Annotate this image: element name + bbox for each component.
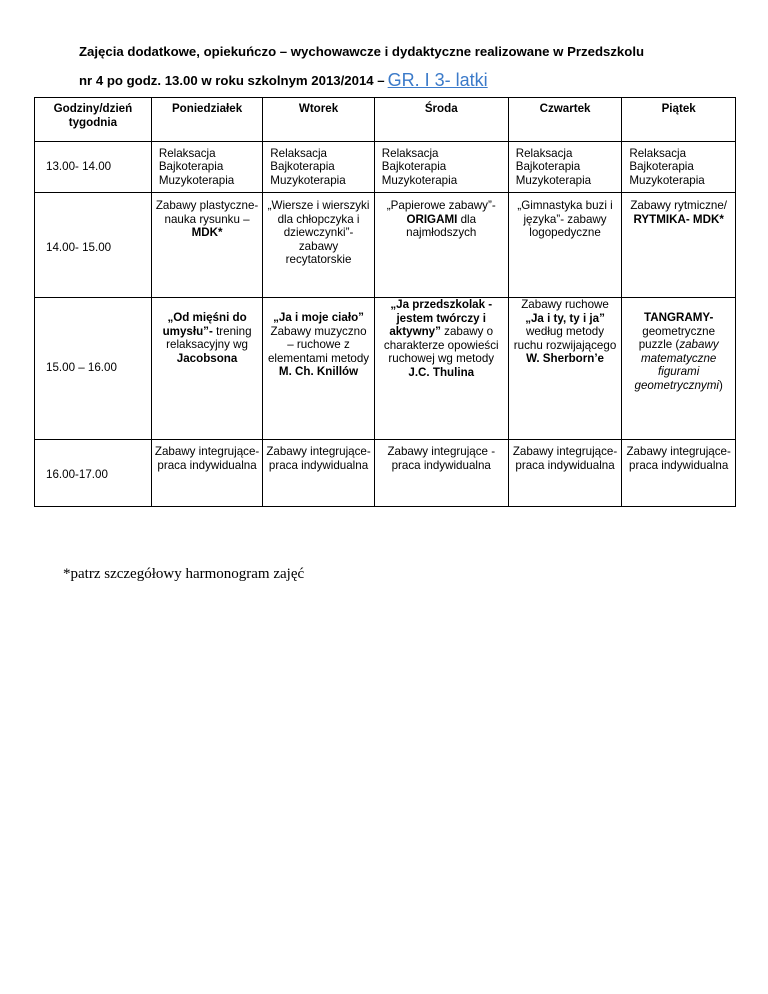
- schedule-cell: Zabawy ruchowe „Ja i ty, ty i ja” według metody ruchu rozwijającego W. Sherborn’e: [508, 298, 622, 440]
- time-cell: 13.00- 14.00: [35, 142, 152, 193]
- schedule-cell: „Ja przedszkolak - jestem twórczy i aktywny” zabawy o charakterze opowieści ruchowej wg metody J.C. Thulina: [374, 298, 508, 440]
- column-header-hours: Godziny/dzień tygodnia: [35, 98, 152, 142]
- header-row: [35, 98, 736, 142]
- schedule-cell: Relaksacja Bajkoterapia Muzykoterapia: [622, 142, 736, 193]
- document-title-line-2: [79, 70, 488, 91]
- schedule-cell: Zabawy rytmiczne/ RYTMIKA- MDK*: [622, 193, 736, 298]
- schedule-cell: Zabawy integrujące -praca indywidualna: [374, 440, 508, 507]
- schedule-cell: „Gimnastyka buzi i języka”- zabawy logopedyczne: [508, 193, 622, 298]
- schedule-cell: Relaksacja Bajkoterapia Muzykoterapia: [151, 142, 262, 193]
- group-label: GR. I 3- latki: [387, 70, 488, 90]
- schedule-cell: Zabawy integrujące- praca indywidualna: [622, 440, 736, 507]
- schedule-cell: TANGRAMY- geometryczne puzzle (zabawy matematyczne figurami geometrycznymi): [622, 298, 736, 440]
- schedule-cell: Relaksacja Bajkoterapia Muzykoterapia: [374, 142, 508, 193]
- column-header-friday: Piątek: [622, 98, 736, 142]
- schedule-cell: Relaksacja Bajkoterapia Muzykoterapia: [508, 142, 622, 193]
- column-header-thursday: Czwartek: [508, 98, 622, 142]
- schedule-cell: „Od mięśni do umysłu”- trening relaksacyjny wg Jacobsona: [151, 298, 262, 440]
- table-row: [35, 142, 736, 193]
- table-row: [35, 298, 736, 440]
- document-title-line-1: Zajęcia dodatkowe, opiekuńczo – wychowawcze i dydaktyczne realizowane w Przedszkolu: [79, 44, 645, 59]
- table-row: [35, 193, 736, 298]
- schedule-cell: Relaksacja Bajkoterapia Muzykoterapia: [263, 142, 374, 193]
- footnote: *patrz szczegółowy harmonogram zajęć: [63, 566, 305, 582]
- time-cell: 14.00- 15.00: [35, 193, 152, 298]
- schedule-table: [34, 97, 736, 507]
- schedule-cell: „Papierowe zabawy”- ORIGAMI dla najmłodszych: [374, 193, 508, 298]
- time-cell: 16.00-17.00: [35, 440, 152, 507]
- schedule-cell: Zabawy integrujące- praca indywidualna: [508, 440, 622, 507]
- schedule-cell: „Wiersze i wierszyki dla chłopczyka i dziewczynki”- zabawy recytatorskie: [263, 193, 374, 298]
- schedule-cell: Zabawy integrujące- praca indywidualna: [263, 440, 374, 507]
- schedule-cell: Zabawy plastyczne- nauka rysunku – MDK*: [151, 193, 262, 298]
- column-header-wednesday: Środa: [374, 98, 508, 142]
- column-header-monday: Poniedziałek: [151, 98, 262, 142]
- title-text: nr 4 po godz. 13.00 w roku szkolnym 2013/2014 –: [79, 73, 385, 88]
- time-cell: 15.00 – 16.00: [35, 298, 152, 440]
- schedule-cell: Zabawy integrujące- praca indywidualna: [151, 440, 262, 507]
- column-header-tuesday: Wtorek: [263, 98, 374, 142]
- schedule-cell: „Ja i moje ciało” Zabawy muzyczno – ruchowe z elementami metody M. Ch. Knillów: [263, 298, 374, 440]
- table-row: [35, 440, 736, 507]
